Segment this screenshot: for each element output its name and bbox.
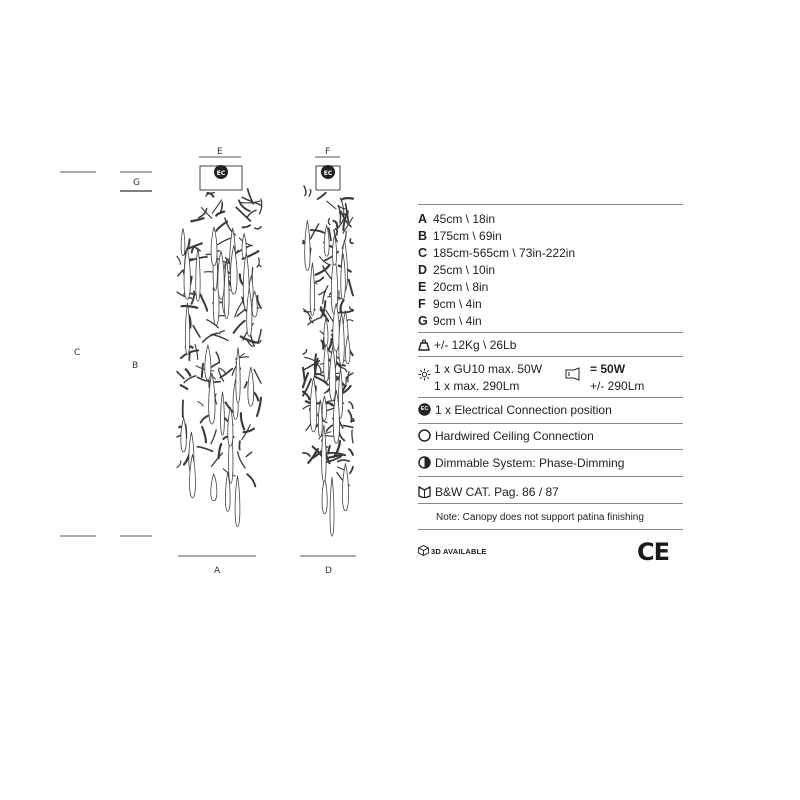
branch [350, 307, 353, 310]
front-view [177, 147, 262, 576]
branch [239, 441, 240, 450]
note-text: Note: Canopy does not support patina finishing [436, 512, 644, 523]
crystal-drop [211, 474, 217, 501]
side-view [300, 147, 356, 576]
branch [338, 205, 340, 223]
branch [348, 410, 351, 422]
divider [418, 529, 683, 530]
dim-label-a: A [214, 566, 221, 576]
branch [186, 369, 191, 375]
branch [349, 449, 353, 455]
divider [418, 503, 683, 504]
branch [348, 320, 353, 321]
dim-row-f: F 9cm \ 4in [418, 297, 482, 311]
crystal-drop [342, 464, 348, 511]
lamp-equiv-watt: = 50W [590, 362, 626, 376]
dimmer-icon [418, 456, 431, 469]
dim-row-a: A 45cm \ 18in [418, 212, 496, 226]
branch [238, 452, 246, 468]
dim-row-b: B 175cm \ 69in [418, 229, 502, 243]
branch [303, 453, 310, 456]
crystal-drop [211, 227, 217, 266]
crystal-drop [310, 263, 315, 316]
branch [216, 352, 219, 362]
branch [200, 294, 207, 311]
branch [316, 277, 323, 281]
crystal-drop [330, 477, 334, 536]
crystal-drop [228, 407, 233, 446]
branch [257, 296, 261, 308]
ec-badge-front: EC [216, 170, 226, 177]
branch [241, 413, 244, 429]
branch [303, 309, 311, 318]
branch [352, 430, 353, 443]
branch [212, 453, 223, 466]
branch [303, 350, 307, 355]
branch [309, 190, 311, 197]
branch [202, 427, 206, 442]
branch [202, 364, 203, 377]
branch [194, 247, 200, 251]
crystal-drop [235, 476, 240, 527]
branch [219, 331, 224, 334]
branch [318, 193, 326, 199]
branch [321, 340, 323, 349]
branch [181, 385, 188, 389]
branch [334, 221, 338, 227]
branch [247, 210, 256, 218]
branch [184, 376, 196, 383]
branch [207, 193, 213, 197]
divider [418, 332, 683, 333]
branch [211, 430, 216, 444]
branch [201, 415, 210, 423]
branch [216, 222, 227, 231]
crystal-drop [322, 478, 327, 514]
branch [344, 426, 353, 428]
divider [418, 449, 683, 450]
branch [338, 460, 350, 462]
branch [177, 372, 184, 379]
crystal-drop [305, 220, 310, 270]
branch [317, 364, 321, 372]
weight-icon [418, 339, 430, 351]
branch [349, 402, 353, 408]
branch [195, 345, 198, 360]
crystal-drop [185, 303, 189, 355]
branch [197, 447, 212, 452]
divider [418, 356, 683, 357]
crystal-drop [324, 318, 328, 345]
crystal-drop [318, 400, 322, 437]
crystal-drop [322, 396, 326, 420]
ec-icon: EC [418, 403, 431, 416]
branch [350, 239, 353, 243]
lamp-line-2: 1 x max. 290Lm [434, 379, 520, 393]
dim-row-d: D 25cm \ 10in [418, 263, 496, 277]
divider [418, 204, 683, 205]
crystal-drop [196, 248, 200, 302]
3d-available[interactable]: 3D AVAILABLE [418, 545, 487, 556]
dim-row-e: E 20cm \ 8in [418, 280, 489, 294]
branch [243, 225, 251, 227]
dim-label-c: C [74, 348, 81, 358]
crystal-drop [236, 347, 240, 403]
dim-label-g: G [133, 178, 140, 188]
branch [203, 333, 218, 342]
branch [244, 382, 247, 388]
branch [178, 271, 182, 276]
branch [247, 474, 255, 486]
crystal-drop [181, 228, 185, 255]
branch [193, 326, 200, 337]
lamp-line-1: 1 x GU10 max. 50W [434, 362, 543, 376]
dim-label-b: B [132, 361, 139, 371]
divider [418, 423, 683, 424]
ce-mark: CE [637, 538, 670, 566]
branch-cluster-front [177, 189, 262, 527]
branch [341, 300, 344, 312]
branch [212, 200, 221, 214]
branch [246, 452, 252, 456]
dim-label-d: D [325, 566, 332, 576]
branch [328, 218, 330, 224]
weight-row: +/- 12Kg \ 26Lb [418, 337, 516, 353]
hardwired-row: Hardwired Ceiling Connection [418, 428, 594, 444]
catalog-row: B&W CAT. Pag. 86 / 87 [418, 484, 559, 500]
branch [182, 306, 198, 308]
crystal-drop [218, 251, 224, 299]
branch [353, 419, 354, 421]
branch [303, 405, 310, 409]
branch [327, 201, 336, 209]
crystal-drop [181, 418, 186, 452]
book-icon [418, 486, 431, 498]
branch [211, 334, 228, 340]
branch [255, 227, 261, 229]
branch [328, 339, 331, 350]
branch [240, 274, 243, 284]
dim-row-g: G 9cm \ 4in [418, 314, 482, 328]
circle-icon [418, 429, 431, 442]
branch-cluster-side [303, 186, 354, 536]
dim-label-e: E [217, 147, 223, 157]
electrical-row: EC 1 x Electrical Connection position [418, 402, 612, 418]
branch [304, 186, 306, 196]
ec-badge-side: EC [323, 170, 333, 177]
dimmable-row: Dimmable System: Phase-Dimming [418, 455, 624, 471]
branch [239, 200, 250, 211]
lamp-equiv-lumen: +/- 290Lm [590, 379, 645, 393]
branch [199, 209, 207, 218]
branch [198, 402, 203, 407]
branch [177, 256, 180, 264]
branch [189, 353, 190, 360]
cube-icon [418, 545, 429, 556]
crystal-drop [205, 345, 211, 380]
dim-row-c: C 185cm-565cm \ 73in-222in [418, 246, 576, 260]
bulb-icon [565, 367, 583, 381]
crystal-drop [221, 392, 225, 436]
dim-label-f: F [325, 147, 331, 157]
branch [234, 321, 245, 333]
branch [191, 218, 203, 221]
divider [418, 397, 683, 398]
crystal-drop [242, 234, 246, 258]
branch [342, 198, 353, 199]
branch [348, 372, 349, 382]
divider [418, 476, 683, 477]
branch [254, 369, 261, 383]
branch [216, 212, 224, 216]
crystal-drop [248, 367, 254, 406]
branch [177, 461, 181, 468]
branch [349, 280, 353, 296]
branch [350, 467, 353, 474]
